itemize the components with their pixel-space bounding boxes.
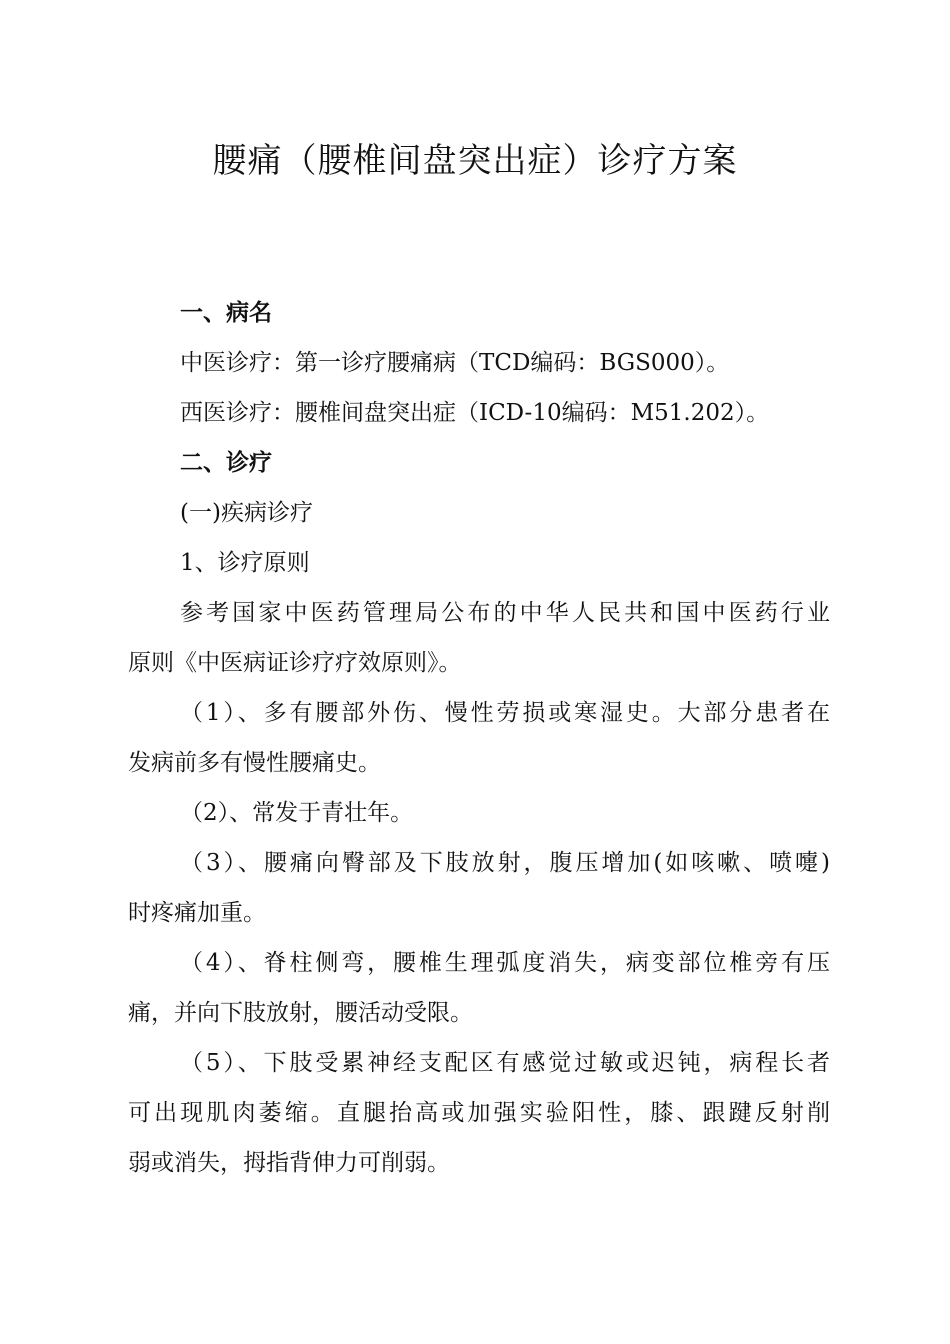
criteria-item-3 xyxy=(128,838,830,938)
section-heading-disease-name: 一、病名 xyxy=(180,299,272,326)
principle-heading: 1、诊疗原则 xyxy=(180,550,310,576)
principle-line-2: 原则《中医病证诊疗疗效原则》。 xyxy=(128,650,462,676)
section-heading-diagnosis: 二、诊疗 xyxy=(180,449,272,476)
criteria-item-1-line-2: 发病前多有慢性腰痛史。 xyxy=(128,750,381,776)
document-title: 腰痛（腰椎间盘突出症）诊疗方案 xyxy=(212,141,738,181)
document-body xyxy=(128,288,830,1188)
criteria-item-5-line-2: 可出现肌肉萎缩。直腿抬高或加强实验阳性，膝、跟踺反射削 xyxy=(128,1100,830,1126)
criteria-item-2: （2）、常发于青壮年。 xyxy=(180,800,414,826)
criteria-item-3-line-1: （3）、腰痛向臀部及下肢放射，腹压增加(如咳嗽、喷嚏) xyxy=(180,850,830,876)
criteria-item-1 xyxy=(128,688,830,788)
criteria-item-5-line-1: （5）、下肢受累神经支配区有感觉过敏或迟钝，病程长者 xyxy=(180,1050,830,1076)
western-diagnosis-line: 西医诊疗：腰椎间盘突出症（ICD-10编码：M51.202）。 xyxy=(180,400,770,426)
subsection-heading-disease-diagnosis: (一)疾病诊疗 xyxy=(180,500,313,526)
criteria-item-5 xyxy=(128,1038,830,1188)
criteria-item-4-line-2: 痛，并向下肢放射，腰活动受限。 xyxy=(128,1000,473,1026)
principle-paragraph xyxy=(128,588,830,688)
criteria-item-3-line-2: 时疼痛加重。 xyxy=(128,900,266,926)
criteria-item-4-line-1: （4）、脊柱侧弯，腰椎生理弧度消失，病变部位椎旁有压 xyxy=(180,950,830,976)
criteria-item-4 xyxy=(128,938,830,1038)
tcm-diagnosis-line: 中医诊疗：第一诊疗腰痛病（TCD编码：BGS000）。 xyxy=(180,350,730,376)
criteria-item-1-line-1: （1）、多有腰部外伤、慢性劳损或寒湿史。大部分患者在 xyxy=(180,700,830,726)
principle-line-1: 参考国家中医药管理局公布的中华人民共和国中医药行业 xyxy=(180,600,830,626)
criteria-item-5-line-3: 弱或消失，拇指背伸力可削弱。 xyxy=(128,1150,450,1176)
